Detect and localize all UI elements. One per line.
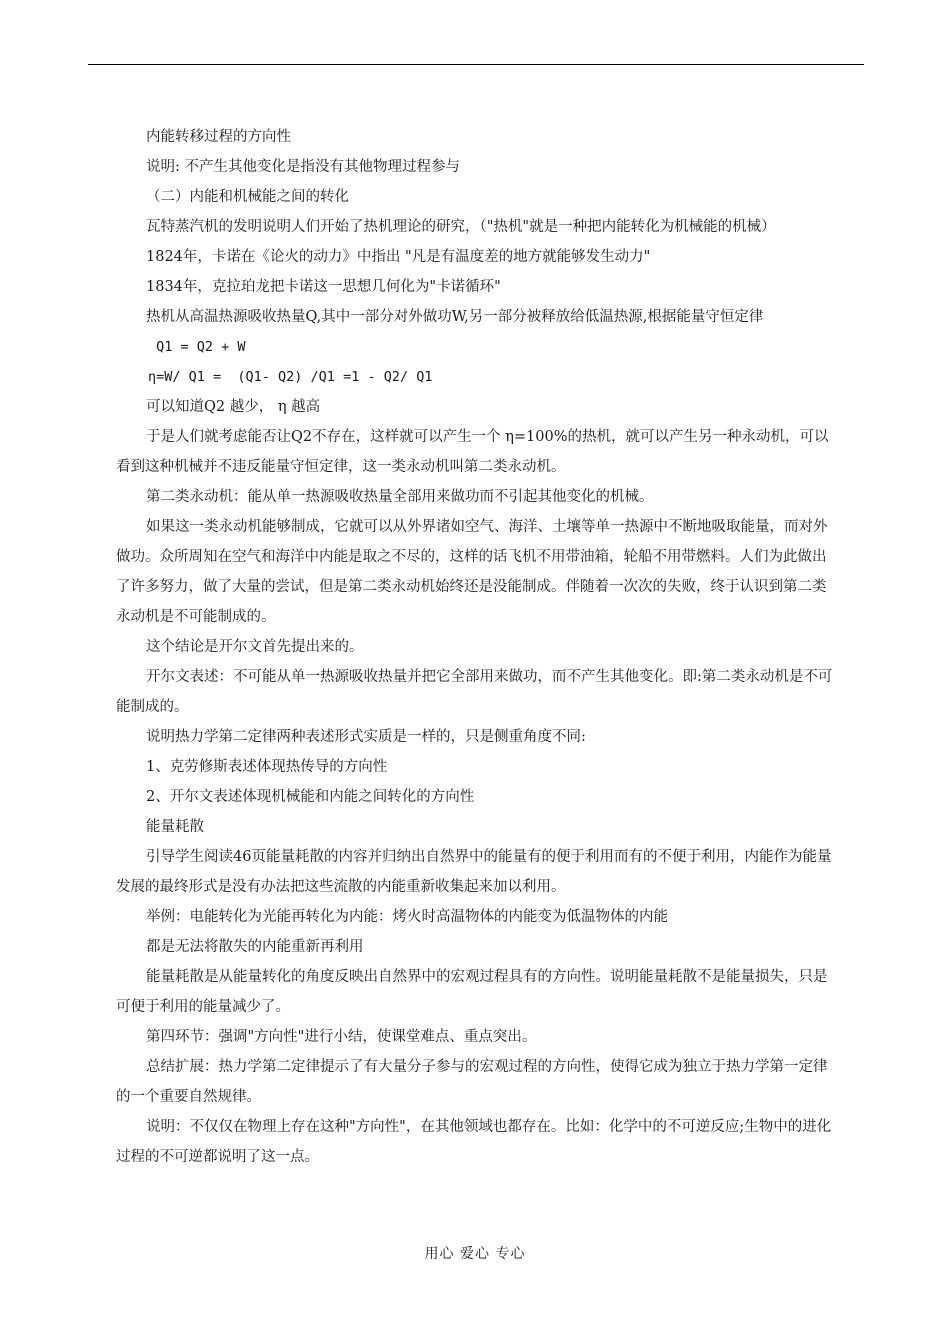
page-footer: 用心 爱心 专心 [424,1246,526,1262]
paragraph: 如果这一类永动机能够制成，它就可以从外界诸如空气、海洋、土壤等单一热源中不断地吸取能量，而对外做功。众所周知在空气和海洋中内能是取之不尽的，这样的话飞机不用带油箱，轮船不用带燃料。人们为此做出了许多努力，做了大量的尝试，但是第二类永动机始终还是没能制成。伴随着一次次的失败，终于认识到第二类永动机是不可能制成的。 [116,519,828,625]
paragraph: 总结扩展：热力学第二定律提示了有大量分子参与的宏观过程的方向性，使得它成为独立于热力学第一定律的一个重要自然规律。 [116,1059,828,1105]
paragraph: 引导学生阅读46页能量耗散的内容并归纳出自然界中的能量有的便于利用而有的不便于利用，内能作为能量发展的最终形式是没有办法把这些流散的内能重新收集起来加以利用。 [116,849,832,895]
paragraph: 说明：不仅仅在物理上存在这种"方向性"，在其他领域也都存在。比如：化学中的不可逆反应;生物中的进化过程的不可逆都说明了这一点。 [116,1119,832,1165]
paragraph: 于是人们就考虑能否让Q2不存在，这样就可以产生一个 η=100%的热机，就可以产生另一种永动机，可以看到这种机械并不违反能量守恒定律，这一类永动机叫第二类永动机。 [116,429,829,475]
paragraph: 热机从高温热源吸收热量Q,其中一部分对外做功W,另一部分被释放给低温热源,根据能量守恒定律 [146,309,764,325]
paragraph: 瓦特蒸汽机的发明说明人们开始了热机理论的研究，（"热机"就是一种把内能转化为机械能的机械） [146,219,776,235]
paragraph: 第四环节：强调"方向性"进行小结，使课堂难点、重点突出。 [146,1029,537,1045]
paragraph: 这个结论是开尔文首先提出来的。 [146,639,364,655]
paragraph: 说明热力学第二定律两种表述形式实质是一样的，只是侧重角度不同: [146,729,586,745]
paragraph: 开尔文表述：不可能从单一热源吸收热量并把它全部用来做功，而不产生其他变化。即:第二类永动机是不可能制成的。 [116,669,833,715]
paragraph: 能量耗散是从能量转化的角度反映出自然界中的宏观过程具有的方向性。说明能量耗散不是能量损失，只是可便于利用的能量减少了。 [116,969,828,1015]
header-rule [88,64,864,65]
paragraph: 1824年，卡诺在《论火的动力》中指出 "凡是有温度差的地方就能够发生动力" [146,249,651,265]
document-body [116,122,838,1172]
paragraph: 1、克劳修斯表述体现热传导的方向性 [146,759,388,775]
paragraph: 可以知道Q2 越少， η 越高 [146,399,321,415]
paragraph: 能量耗散 [146,819,204,835]
formula-line: Q1 = Q2 + W [148,339,246,355]
paragraph: 2、开尔文表述体现机械能和内能之间转化的方向性 [146,789,475,805]
formula-line: η=W/ Q1 = (Q1- Q2) /Q1 =1 - Q2/ Q1 [148,369,433,385]
paragraph: 第二类永动机：能从单一热源吸收热量全部用来做功而不引起其他变化的机械。 [146,489,654,505]
paragraph: 内能转移过程的方向性 [146,129,291,145]
paragraph: 都是无法将散失的内能重新再利用 [146,939,364,955]
paragraph: （二）内能和机械能之间的转化 [146,189,349,205]
paragraph: 说明: 不产生其他变化是指没有其他物理过程参与 [146,159,460,175]
paragraph: 举例：电能转化为光能再转化为内能：烤火时高温物体的内能变为低温物体的内能 [146,909,668,925]
paragraph: 1834年，克拉珀龙把卡诺这一思想几何化为"卡诺循环" [146,279,501,295]
